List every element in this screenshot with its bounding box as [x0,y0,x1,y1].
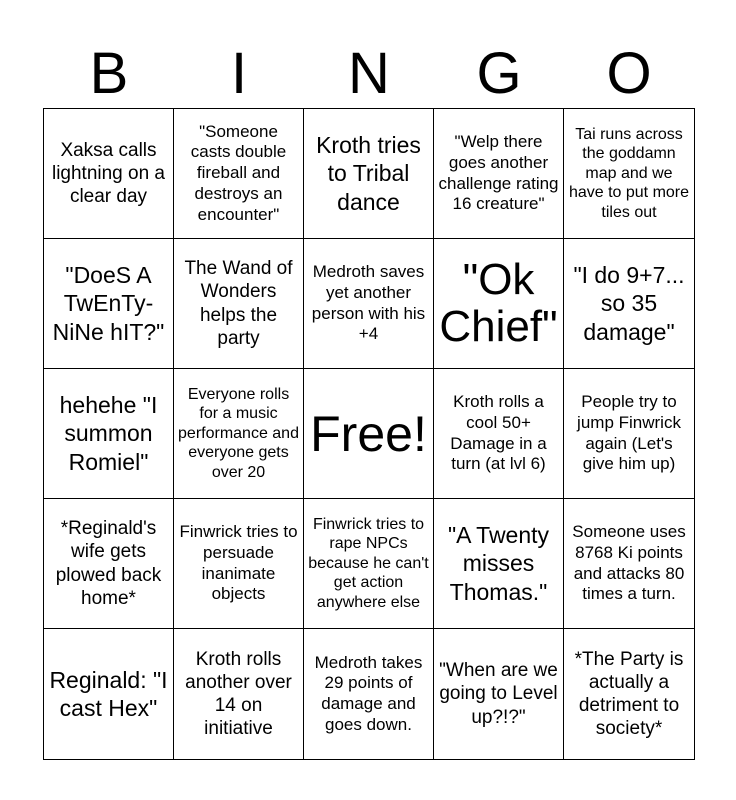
cell-text: Finwrick tries to persuade inanimate objects [179,522,298,604]
bingo-cell[interactable] [304,109,434,239]
cell-text: Reginald: "I cast Hex" [49,666,168,721]
bingo-cell[interactable] [174,239,304,369]
cell-text: Everyone rolls for a music performance and everyone gets over 20 [178,385,299,481]
bingo-header [44,40,694,108]
cell-text: Medroth takes 29 points of damage and goes down. [314,652,423,734]
cell-text: Medroth saves yet another person with his +4 [311,262,426,344]
cell-text: "I do 9+7... so 35 damage" [573,262,685,345]
bingo-cell[interactable] [434,109,564,239]
cell-text: "Ok Chief" [439,255,558,351]
cell-text: Someone uses 8768 Ki points and attacks 80 times a turn. [572,522,686,604]
bingo-cell[interactable] [44,499,174,629]
bingo-cell[interactable] [174,499,304,629]
bingo-cell[interactable] [564,369,694,499]
bingo-cell[interactable] [434,499,564,629]
bingo-cell[interactable] [304,239,434,369]
bingo-cell[interactable] [564,629,694,759]
bingo-board [43,108,695,760]
cell-text: "A Twenty misses Thomas." [447,522,550,605]
cell-text: "Welp there goes another challenge rating 16 creature" [438,132,559,214]
cell-text: *Reginald's wife gets plowed back home* [55,518,162,609]
bingo-cell[interactable] [44,369,174,499]
cell-text: Xaksa calls lightning on a clear day [51,139,166,208]
cell-text: Kroth rolls a cool 50+ Damage in a turn (at lvl 6) [450,392,547,474]
bingo-cell[interactable] [174,629,304,759]
header-letter-i: I [230,41,248,106]
bingo-cell[interactable] [304,629,434,759]
cell-text: Finwrick tries to rape NPCs because he can't get action anywhere else [308,515,429,611]
bingo-cell[interactable] [44,109,174,239]
cell-text: "When are we going to Level up?!?" [439,660,558,728]
cell-text: Kroth tries to Tribal dance [316,132,421,215]
cell-text: hehehe "I summon Romiel" [59,392,158,475]
cell-text: "DoeS A TwEnTy-NiNe hIT?" [52,262,165,345]
header-letter-n: N [348,41,390,106]
bingo-cell[interactable] [304,499,434,629]
bingo-cell[interactable] [434,629,564,759]
header-letter-o: O [606,41,652,106]
bingo-cell[interactable] [44,239,174,369]
bingo-cell[interactable] [174,109,304,239]
bingo-cell[interactable] [564,499,694,629]
bingo-cell[interactable] [44,629,174,759]
header-letter-g: G [476,41,522,106]
cell-text: Free! [310,405,427,462]
cell-text: *The Party is actually a detriment to society* [574,648,684,740]
cell-text: The Wand of Wonders helps the party [184,258,293,349]
bingo-cell[interactable] [564,239,694,369]
bingo-cell[interactable] [434,239,564,369]
cell-text: "Someone casts double fireball and destroys an encounter" [190,121,287,224]
bingo-cell[interactable] [174,369,304,499]
bingo-cell[interactable] [434,369,564,499]
cell-text: Kroth rolls another over 14 on initiative [185,648,292,740]
cell-text: People try to jump Finwrick again (Let's give him up) [577,392,681,474]
header-letter-b: B [89,41,129,106]
bingo-cell[interactable] [564,109,694,239]
free-space[interactable] [304,369,434,499]
cell-text: Tai runs across the goddamn map and we have to put more tiles out [568,125,690,221]
